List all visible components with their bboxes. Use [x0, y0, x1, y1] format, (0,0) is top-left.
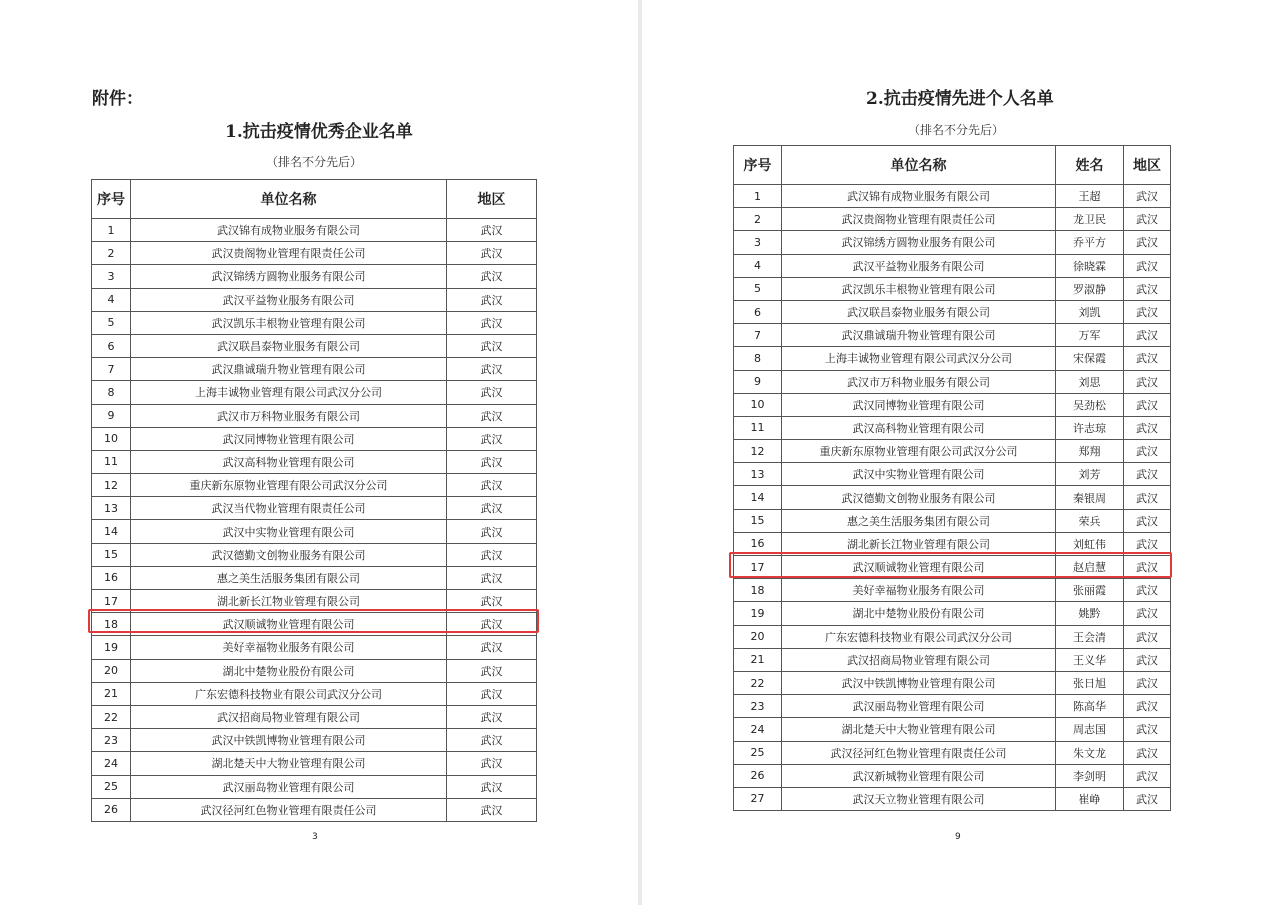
- cell-no: 26: [92, 798, 131, 821]
- cell-unit: 武汉贵阁物业管理有限责任公司: [131, 242, 447, 265]
- cell-region: 武汉: [447, 705, 537, 728]
- cell-name: 赵启慧: [1056, 556, 1124, 579]
- table-row: [734, 509, 1171, 532]
- table-row: [734, 764, 1171, 787]
- cell-unit: 武汉中实物业管理有限公司: [782, 463, 1056, 486]
- cell-unit: 武汉中铁凯博物业管理有限公司: [782, 671, 1056, 694]
- cell-region: 武汉: [447, 798, 537, 821]
- enterprise-table: [91, 179, 537, 822]
- individual-list-subtitle: （排名不分先后）: [908, 123, 1005, 137]
- table-row: [92, 427, 537, 450]
- cell-region: 武汉: [447, 520, 537, 543]
- cell-unit: 湖北新长江物业管理有限公司: [782, 532, 1056, 555]
- cell-name: 刘芳: [1056, 463, 1124, 486]
- table-row: [92, 659, 537, 682]
- table-row: [92, 775, 537, 798]
- cell-region: 武汉: [1124, 509, 1171, 532]
- cell-region: 武汉: [1124, 231, 1171, 254]
- table-row: [734, 718, 1171, 741]
- cell-region: 武汉: [1124, 648, 1171, 671]
- cell-unit: 武汉新城物业管理有限公司: [782, 764, 1056, 787]
- enterprise-list-title: 1.抗击疫情优秀企业名单: [225, 122, 413, 142]
- cell-region: 武汉: [447, 636, 537, 659]
- cell-region: 武汉: [447, 497, 537, 520]
- cell-region: 武汉: [447, 566, 537, 589]
- cell-no: 14: [92, 520, 131, 543]
- cell-no: 11: [92, 450, 131, 473]
- table-row: [734, 463, 1171, 486]
- table-row: [92, 798, 537, 821]
- table-row: [92, 520, 537, 543]
- cell-region: 武汉: [1124, 695, 1171, 718]
- cell-region: 武汉: [447, 219, 537, 242]
- cell-no: 13: [734, 463, 782, 486]
- cell-unit: 武汉锦有成物业服务有限公司: [131, 219, 447, 242]
- cell-region: 武汉: [447, 775, 537, 798]
- cell-no: 5: [734, 277, 782, 300]
- cell-no: 17: [92, 590, 131, 613]
- cell-no: 8: [734, 347, 782, 370]
- table-row: [92, 566, 537, 589]
- individual-table: [733, 145, 1171, 811]
- cell-no: 16: [92, 566, 131, 589]
- cell-unit: 重庆新东原物业管理有限公司武汉分公司: [131, 474, 447, 497]
- cell-region: 武汉: [1124, 602, 1171, 625]
- table-row: [734, 741, 1171, 764]
- cell-no: 21: [92, 682, 131, 705]
- table-row: [92, 543, 537, 566]
- cell-unit: 武汉高科物业管理有限公司: [782, 416, 1056, 439]
- cell-no: 23: [92, 729, 131, 752]
- cell-name: 荣兵: [1056, 509, 1124, 532]
- cell-region: 武汉: [447, 288, 537, 311]
- table-row: [92, 705, 537, 728]
- table-row: [734, 602, 1171, 625]
- cell-no: 22: [734, 671, 782, 694]
- table-row: [734, 300, 1171, 323]
- table-row: [92, 311, 537, 334]
- header-region: 地区: [1124, 146, 1171, 185]
- cell-region: 武汉: [447, 334, 537, 357]
- cell-name: 刘思: [1056, 370, 1124, 393]
- cell-region: 武汉: [447, 265, 537, 288]
- cell-name: 万军: [1056, 324, 1124, 347]
- cell-unit: 武汉丽岛物业管理有限公司: [782, 695, 1056, 718]
- cell-unit: 武汉市万科物业服务有限公司: [782, 370, 1056, 393]
- cell-unit: 湖北新长江物业管理有限公司: [131, 590, 447, 613]
- cell-unit: 武汉天立物业管理有限公司: [782, 787, 1056, 810]
- cell-region: 武汉: [1124, 277, 1171, 300]
- cell-unit: 武汉同博物业管理有限公司: [131, 427, 447, 450]
- header-no: 序号: [734, 146, 782, 185]
- cell-no: 24: [92, 752, 131, 775]
- cell-region: 武汉: [1124, 741, 1171, 764]
- table-row: [92, 288, 537, 311]
- cell-unit: 武汉招商局物业管理有限公司: [131, 705, 447, 728]
- cell-region: 武汉: [447, 427, 537, 450]
- cell-region: 武汉: [1124, 393, 1171, 416]
- cell-region: 武汉: [447, 404, 537, 427]
- cell-no: 3: [734, 231, 782, 254]
- table-row: [734, 671, 1171, 694]
- table-row: [92, 242, 537, 265]
- cell-unit: 武汉联昌泰物业服务有限公司: [131, 334, 447, 357]
- cell-no: 9: [734, 370, 782, 393]
- cell-name: 周志国: [1056, 718, 1124, 741]
- cell-no: 15: [734, 509, 782, 532]
- highlight-box-left-row-18: [88, 609, 539, 633]
- cell-region: 武汉: [447, 474, 537, 497]
- cell-region: 武汉: [1124, 347, 1171, 370]
- cell-region: 武汉: [447, 311, 537, 334]
- cell-no: 1: [734, 185, 782, 208]
- cell-region: 武汉: [1124, 556, 1171, 579]
- cell-region: 武汉: [447, 659, 537, 682]
- cell-region: 武汉: [1124, 416, 1171, 439]
- cell-region: 武汉: [1124, 579, 1171, 602]
- cell-name: 龙卫民: [1056, 208, 1124, 231]
- cell-unit: 武汉高科物业管理有限公司: [131, 450, 447, 473]
- cell-region: 武汉: [447, 543, 537, 566]
- cell-no: 2: [92, 242, 131, 265]
- table-row: [92, 450, 537, 473]
- table-row: [734, 347, 1171, 370]
- cell-no: 27: [734, 787, 782, 810]
- page-number: 9: [955, 832, 961, 842]
- cell-name: 王会清: [1056, 625, 1124, 648]
- cell-unit: 广东宏德科技物业有限公司武汉分公司: [782, 625, 1056, 648]
- cell-no: 20: [92, 659, 131, 682]
- cell-unit: 美好幸福物业服务有限公司: [131, 636, 447, 659]
- cell-unit: 武汉市万科物业服务有限公司: [131, 404, 447, 427]
- cell-no: 6: [92, 334, 131, 357]
- cell-name: 宋保霞: [1056, 347, 1124, 370]
- table-row: [734, 695, 1171, 718]
- cell-unit: 武汉德勤文创物业服务有限公司: [782, 486, 1056, 509]
- cell-unit: 上海丰诚物业管理有限公司武汉分公司: [782, 347, 1056, 370]
- cell-no: 11: [734, 416, 782, 439]
- highlight-box-right-row-17: [729, 552, 1172, 578]
- cell-region: 武汉: [447, 613, 537, 636]
- enterprise-list-subtitle: （排名不分先后）: [266, 155, 363, 169]
- header-unit: 单位名称: [782, 146, 1056, 185]
- cell-no: 16: [734, 532, 782, 555]
- cell-no: 24: [734, 718, 782, 741]
- cell-no: 17: [734, 556, 782, 579]
- cell-no: 12: [92, 474, 131, 497]
- cell-region: 武汉: [1124, 208, 1171, 231]
- cell-no: 1: [92, 219, 131, 242]
- left-document-page: [0, 0, 638, 905]
- cell-unit: 湖北楚天中大物业管理有限公司: [131, 752, 447, 775]
- cell-unit: 美好幸福物业服务有限公司: [782, 579, 1056, 602]
- table-row: [734, 416, 1171, 439]
- table-row: [734, 648, 1171, 671]
- cell-unit: 惠之美生活服务集团有限公司: [782, 509, 1056, 532]
- cell-name: 刘凯: [1056, 300, 1124, 323]
- table-header-row: [734, 146, 1171, 185]
- right-document-page: [642, 0, 1280, 905]
- cell-unit: 湖北中楚物业股份有限公司: [131, 659, 447, 682]
- cell-region: 武汉: [1124, 718, 1171, 741]
- cell-name: 郑翔: [1056, 440, 1124, 463]
- cell-no: 8: [92, 381, 131, 404]
- table-row: [92, 497, 537, 520]
- table-row: [734, 370, 1171, 393]
- table-row: [92, 474, 537, 497]
- table-row: [734, 393, 1171, 416]
- cell-region: 武汉: [1124, 440, 1171, 463]
- cell-region: 武汉: [1124, 764, 1171, 787]
- cell-unit: 重庆新东原物业管理有限公司武汉分公司: [782, 440, 1056, 463]
- cell-unit: 武汉顺诚物业管理有限公司: [131, 613, 447, 636]
- table-row: [734, 254, 1171, 277]
- table-row: [734, 208, 1171, 231]
- cell-name: 陈高华: [1056, 695, 1124, 718]
- table-row: [734, 486, 1171, 509]
- cell-unit: 武汉丽岛物业管理有限公司: [131, 775, 447, 798]
- cell-name: 姚黔: [1056, 602, 1124, 625]
- cell-no: 26: [734, 764, 782, 787]
- cell-unit: 武汉锦有成物业服务有限公司: [782, 185, 1056, 208]
- cell-no: 7: [734, 324, 782, 347]
- table-row: [734, 440, 1171, 463]
- cell-name: 吴劲松: [1056, 393, 1124, 416]
- table-row: [92, 752, 537, 775]
- table-header-row: [92, 180, 537, 219]
- attachment-label: 附件：: [92, 89, 143, 109]
- cell-name: 罗淑静: [1056, 277, 1124, 300]
- cell-no: 20: [734, 625, 782, 648]
- header-no: 序号: [92, 180, 131, 219]
- cell-unit: 武汉径河红色物业管理有限责任公司: [782, 741, 1056, 764]
- cell-region: 武汉: [1124, 625, 1171, 648]
- table-row: [734, 185, 1171, 208]
- cell-no: 19: [734, 602, 782, 625]
- cell-no: 18: [734, 579, 782, 602]
- cell-unit: 惠之美生活服务集团有限公司: [131, 566, 447, 589]
- cell-region: 武汉: [1124, 324, 1171, 347]
- cell-name: 乔平方: [1056, 231, 1124, 254]
- table-row: [734, 231, 1171, 254]
- cell-no: 9: [92, 404, 131, 427]
- cell-name: 王义华: [1056, 648, 1124, 671]
- cell-region: 武汉: [1124, 787, 1171, 810]
- cell-unit: 武汉中铁凯博物业管理有限公司: [131, 729, 447, 752]
- cell-unit: 武汉贵阁物业管理有限责任公司: [782, 208, 1056, 231]
- cell-name: 徐晓霖: [1056, 254, 1124, 277]
- cell-name: 刘虹伟: [1056, 532, 1124, 555]
- cell-unit: 武汉鼎诚瑞升物业管理有限公司: [131, 358, 447, 381]
- cell-region: 武汉: [447, 242, 537, 265]
- cell-region: 武汉: [447, 729, 537, 752]
- cell-no: 15: [92, 543, 131, 566]
- cell-region: 武汉: [447, 590, 537, 613]
- cell-unit: 武汉平益物业服务有限公司: [782, 254, 1056, 277]
- cell-unit: 武汉锦绣方圆物业服务有限公司: [131, 265, 447, 288]
- cell-unit: 武汉鼎诚瑞升物业管理有限公司: [782, 324, 1056, 347]
- table-row: [92, 358, 537, 381]
- header-region: 地区: [447, 180, 537, 219]
- cell-region: 武汉: [1124, 486, 1171, 509]
- cell-unit: 武汉锦绣方圆物业服务有限公司: [782, 231, 1056, 254]
- cell-unit: 上海丰诚物业管理有限公司武汉分公司: [131, 381, 447, 404]
- table-row: [734, 787, 1171, 810]
- table-row: [92, 265, 537, 288]
- cell-unit: 湖北中楚物业股份有限公司: [782, 602, 1056, 625]
- cell-name: 许志琼: [1056, 416, 1124, 439]
- cell-unit: 武汉平益物业服务有限公司: [131, 288, 447, 311]
- cell-region: 武汉: [1124, 532, 1171, 555]
- cell-no: 10: [734, 393, 782, 416]
- cell-no: 4: [734, 254, 782, 277]
- cell-no: 5: [92, 311, 131, 334]
- table-row: [734, 324, 1171, 347]
- cell-no: 6: [734, 300, 782, 323]
- cell-unit: 武汉同博物业管理有限公司: [782, 393, 1056, 416]
- cell-no: 14: [734, 486, 782, 509]
- cell-unit: 武汉当代物业管理有限责任公司: [131, 497, 447, 520]
- cell-region: 武汉: [447, 358, 537, 381]
- cell-no: 19: [92, 636, 131, 659]
- cell-no: 25: [734, 741, 782, 764]
- table-row: [92, 636, 537, 659]
- cell-unit: 武汉凯乐丰根物业管理有限公司: [782, 277, 1056, 300]
- table-row: [734, 579, 1171, 602]
- cell-unit: 湖北楚天中大物业管理有限公司: [782, 718, 1056, 741]
- cell-no: 3: [92, 265, 131, 288]
- table-row: [92, 682, 537, 705]
- table-row: [92, 219, 537, 242]
- table-row: [92, 404, 537, 427]
- cell-unit: 武汉凯乐丰根物业管理有限公司: [131, 311, 447, 334]
- cell-region: 武汉: [1124, 254, 1171, 277]
- cell-no: 23: [734, 695, 782, 718]
- cell-unit: 广东宏德科技物业有限公司武汉分公司: [131, 682, 447, 705]
- cell-region: 武汉: [447, 752, 537, 775]
- cell-no: 12: [734, 440, 782, 463]
- cell-region: 武汉: [1124, 671, 1171, 694]
- cell-name: 秦银周: [1056, 486, 1124, 509]
- header-unit: 单位名称: [131, 180, 447, 219]
- cell-no: 21: [734, 648, 782, 671]
- cell-name: 王超: [1056, 185, 1124, 208]
- cell-unit: 武汉联昌泰物业服务有限公司: [782, 300, 1056, 323]
- table-row: [92, 729, 537, 752]
- cell-name: 朱文龙: [1056, 741, 1124, 764]
- cell-no: 4: [92, 288, 131, 311]
- cell-region: 武汉: [1124, 185, 1171, 208]
- cell-unit: 武汉顺诚物业管理有限公司: [782, 556, 1056, 579]
- cell-unit: 武汉径河红色物业管理有限责任公司: [131, 798, 447, 821]
- cell-no: 2: [734, 208, 782, 231]
- cell-no: 10: [92, 427, 131, 450]
- cell-unit: 武汉招商局物业管理有限公司: [782, 648, 1056, 671]
- cell-name: 李剑明: [1056, 764, 1124, 787]
- cell-no: 22: [92, 705, 131, 728]
- table-row: [92, 381, 537, 404]
- table-row: [92, 334, 537, 357]
- cell-no: 18: [92, 613, 131, 636]
- cell-region: 武汉: [447, 682, 537, 705]
- cell-no: 13: [92, 497, 131, 520]
- cell-no: 7: [92, 358, 131, 381]
- cell-unit: 武汉德勤文创物业服务有限公司: [131, 543, 447, 566]
- cell-name: 张丽霞: [1056, 579, 1124, 602]
- cell-no: 25: [92, 775, 131, 798]
- table-row: [734, 277, 1171, 300]
- cell-region: 武汉: [447, 381, 537, 404]
- cell-region: 武汉: [1124, 300, 1171, 323]
- individual-list-title: 2.抗击疫情先进个人名单: [866, 89, 1054, 109]
- cell-unit: 武汉中实物业管理有限公司: [131, 520, 447, 543]
- table-row: [734, 625, 1171, 648]
- page-number: 3: [312, 832, 318, 842]
- cell-name: 崔峥: [1056, 787, 1124, 810]
- cell-region: 武汉: [447, 450, 537, 473]
- cell-name: 张日旭: [1056, 671, 1124, 694]
- cell-region: 武汉: [1124, 370, 1171, 393]
- cell-region: 武汉: [1124, 463, 1171, 486]
- header-name: 姓名: [1056, 146, 1124, 185]
